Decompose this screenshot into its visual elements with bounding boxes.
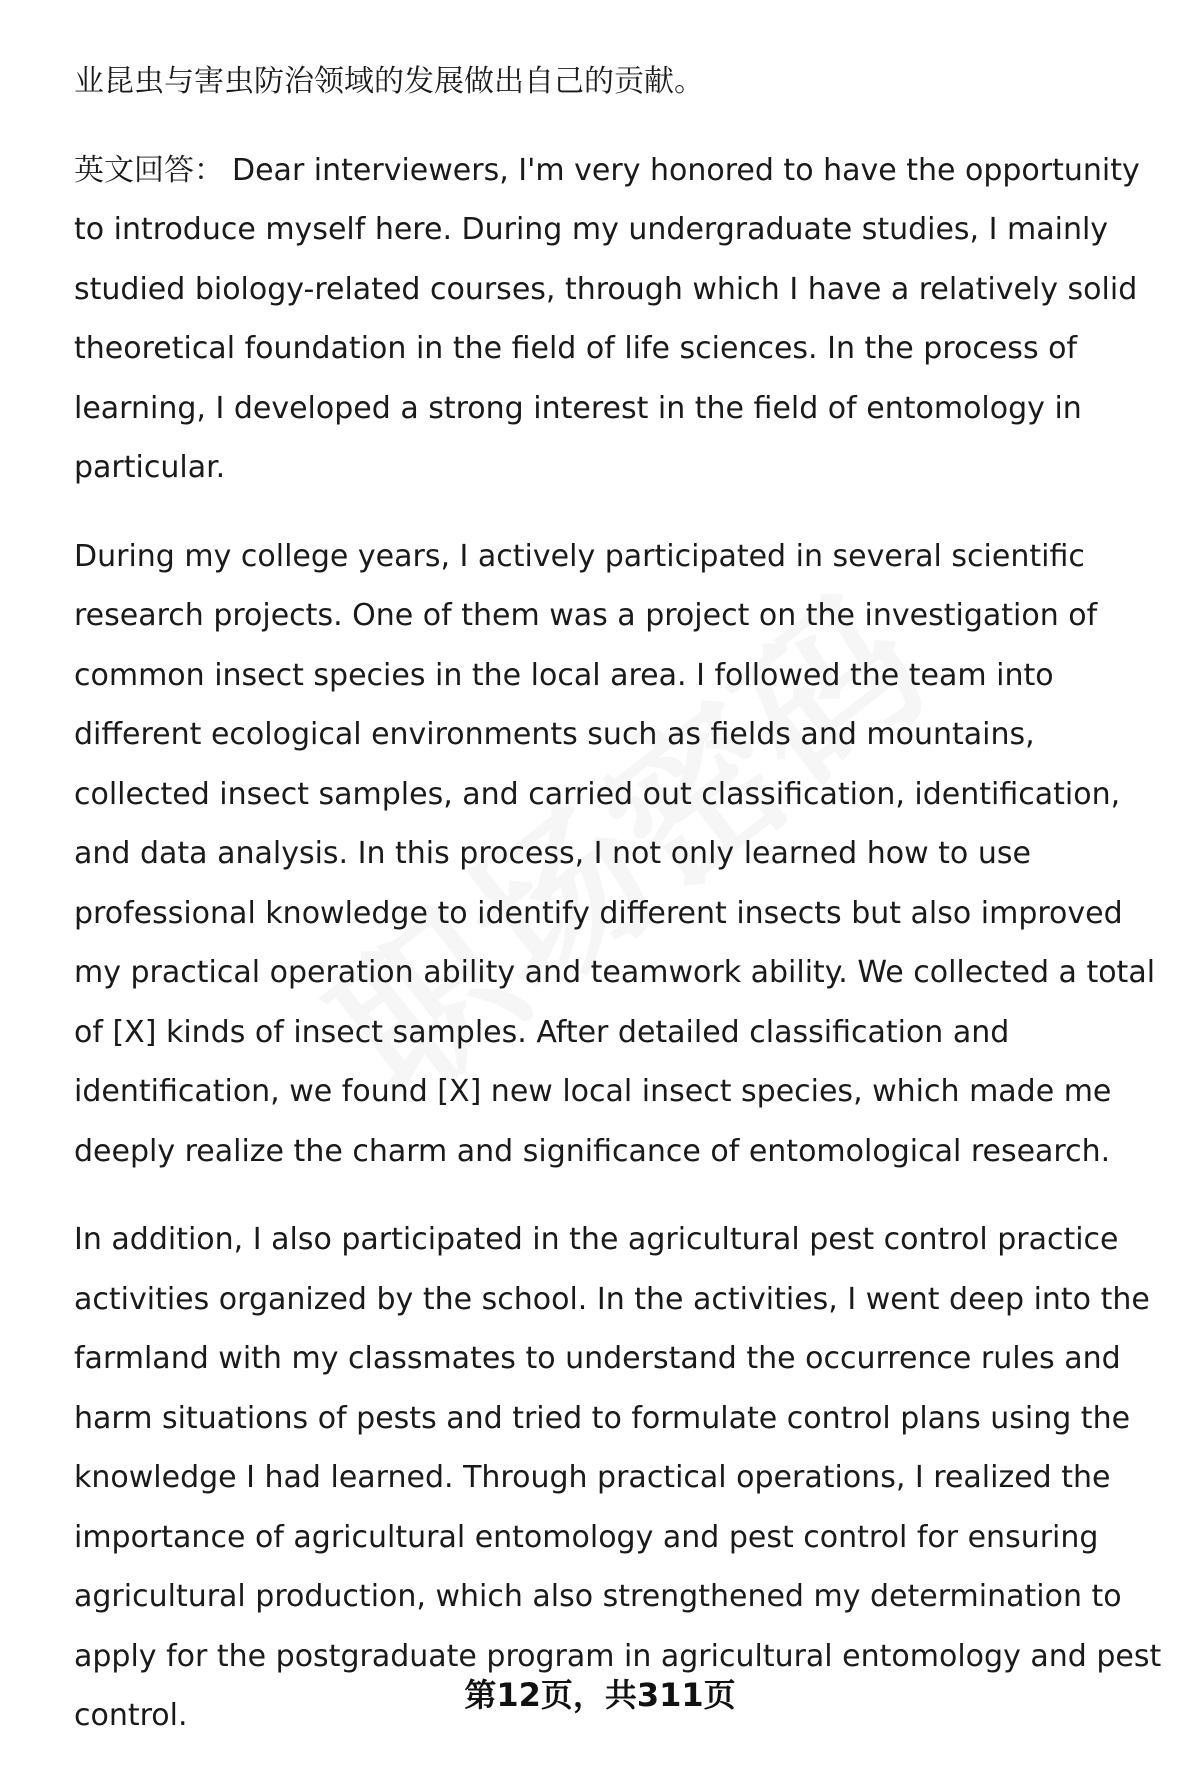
paragraph-pest-control-practice: In addition, I also participated in the agricultural pest control practice activities organized by the school. In the activities, I went deep into the farmland with my classmates to understand the occurrence rules and harm situations of pests and tried to formulate control plans using the knowledge I had learned. Through practical operations, I realized the importance of agricultural entomology and pest control for ensuring agricultural production, which also strengthened my determination to apply for the postgraduate program in agricultural entomology and pest control. bbox=[74, 1222, 1162, 1733]
paragraph-english-answer-text: Dear interviewers, I'm very honored to have the opportunity to introduce myself here. During my undergraduate studies, I mainly studied biology-related courses, through which I have a relatively solid theoretical foundation in the field of life sciences. In the process of learning, I developed a strong interest in the field of entomology in particular. bbox=[74, 152, 1140, 485]
answer-label: 英文回答： bbox=[74, 152, 224, 188]
paragraph-chinese-ending: 业昆虫与害虫防治领域的发展做出自己的贡献。 bbox=[74, 64, 704, 99]
page-number-footer: 第12页，共311页 bbox=[464, 1676, 736, 1714]
paragraph-research-projects: During my college years, I actively participated in several scientific research projects. One of them was a project on the investigation of common insect species in the local area. I followed the team into different ecological environments such as fields and mountains, collected insect samples, and carried out classification, identification, and data analysis. In this process, I not only learned how to use professional knowledge to identify different insects but also improved my practical operation ability and teamwork ability. We collected a total of [X] kinds of insect samples. After detailed classification and identification, we found [X] new local insect species, which made me deeply realize the charm and significance of entomological research. bbox=[74, 538, 1156, 1169]
paragraph-english-answer-intro bbox=[74, 141, 1164, 498]
document-body bbox=[74, 52, 1164, 1775]
